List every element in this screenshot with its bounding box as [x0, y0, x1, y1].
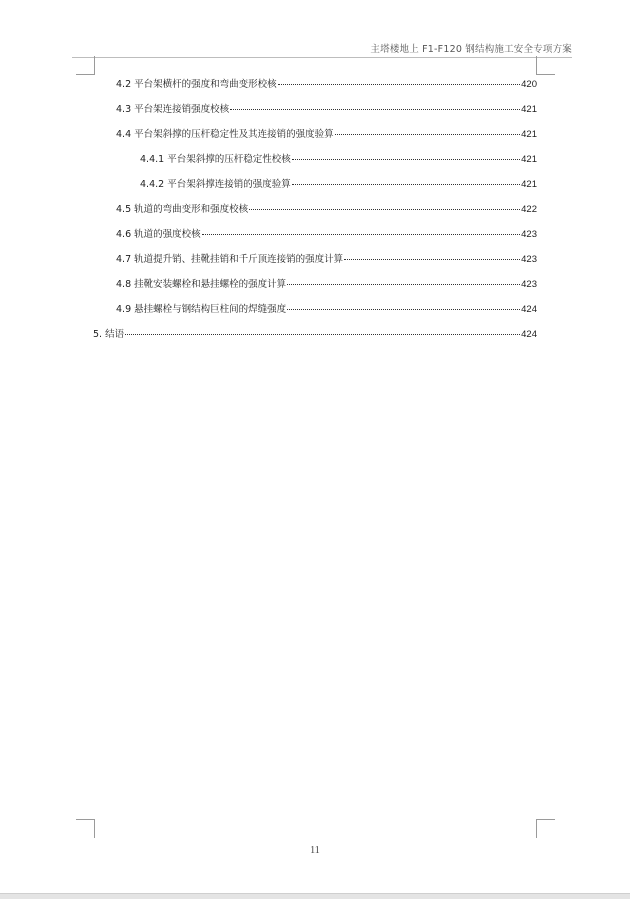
page-bottom-edge: [0, 893, 630, 899]
toc-page-number: 421: [521, 129, 537, 140]
toc-label: 4.5 轨道的弯曲变形和强度校核: [116, 204, 249, 215]
toc-label: 4.4 平台架斜撑的压杆稳定性及其连接销的强度验算: [116, 129, 334, 140]
crop-mark-bottom-left: [76, 819, 95, 838]
toc-label: 4.3 平台架连接销强度校核: [116, 104, 230, 115]
toc-entry-4-5[interactable]: [116, 203, 537, 217]
toc-page-number: 424: [521, 329, 537, 340]
toc-page-number: 423: [521, 279, 537, 290]
toc-leader: [344, 259, 520, 260]
crop-mark-top-right: [536, 56, 555, 75]
toc-leader: [230, 109, 520, 110]
toc-entry-4-6[interactable]: [116, 228, 537, 242]
toc-label: 4.7 轨道提升销、挂靴挂销和千斤顶连接销的强度计算: [116, 254, 344, 265]
toc-entry-4-9[interactable]: [116, 303, 537, 317]
toc-label: 4.6 轨道的强度校核: [116, 229, 201, 240]
toc-leader: [292, 159, 520, 160]
toc-leader: [287, 309, 520, 310]
toc-leader: [125, 334, 520, 335]
toc-entry-4-4-2[interactable]: [140, 178, 537, 192]
toc-label: 4.4.2 平台架斜撑连接销的强度验算: [140, 179, 291, 190]
toc-entry-5[interactable]: [93, 328, 537, 342]
header-rule: [72, 57, 572, 58]
toc-label: 4.9 悬挂螺栓与钢结构巨柱间的焊缝强度: [116, 304, 287, 315]
toc-entry-4-3[interactable]: [116, 103, 537, 117]
toc-entry-4-7[interactable]: [116, 253, 537, 267]
toc-leader: [278, 84, 521, 85]
toc-entry-4-2[interactable]: [116, 78, 537, 92]
toc-leader: [335, 134, 521, 135]
toc-leader: [292, 184, 520, 185]
toc-leader: [249, 209, 520, 210]
toc-page-number: 421: [521, 179, 537, 190]
toc-page-number: 424: [521, 304, 537, 315]
toc-page-number: 423: [521, 229, 537, 240]
toc-label: 5. 结语: [93, 329, 125, 340]
toc-entry-4-8[interactable]: [116, 278, 537, 292]
running-header: 主塔楼地上 F1-F120 钢结构施工安全专项方案: [370, 44, 572, 55]
toc-label: 4.2 平台架横杆的强度和弯曲变形校核: [116, 79, 277, 90]
toc-label: 4.8 挂靴安装螺栓和悬挂螺栓的强度计算: [116, 279, 287, 290]
toc-entry-4-4[interactable]: [116, 128, 537, 142]
crop-mark-top-left: [76, 56, 95, 75]
toc-page-number: 421: [521, 104, 537, 115]
toc-leader: [287, 284, 520, 285]
crop-mark-bottom-right: [536, 819, 555, 838]
toc-entry-4-4-1[interactable]: [140, 153, 537, 167]
toc-page-number: 422: [521, 204, 537, 215]
page-number: 11: [310, 845, 320, 856]
toc-page-number: 423: [521, 254, 537, 265]
toc-page-number: 421: [521, 154, 537, 165]
toc-label: 4.4.1 平台架斜撑的压杆稳定性校核: [140, 154, 291, 165]
toc-page-number: 420: [521, 79, 537, 90]
toc-leader: [202, 234, 521, 235]
